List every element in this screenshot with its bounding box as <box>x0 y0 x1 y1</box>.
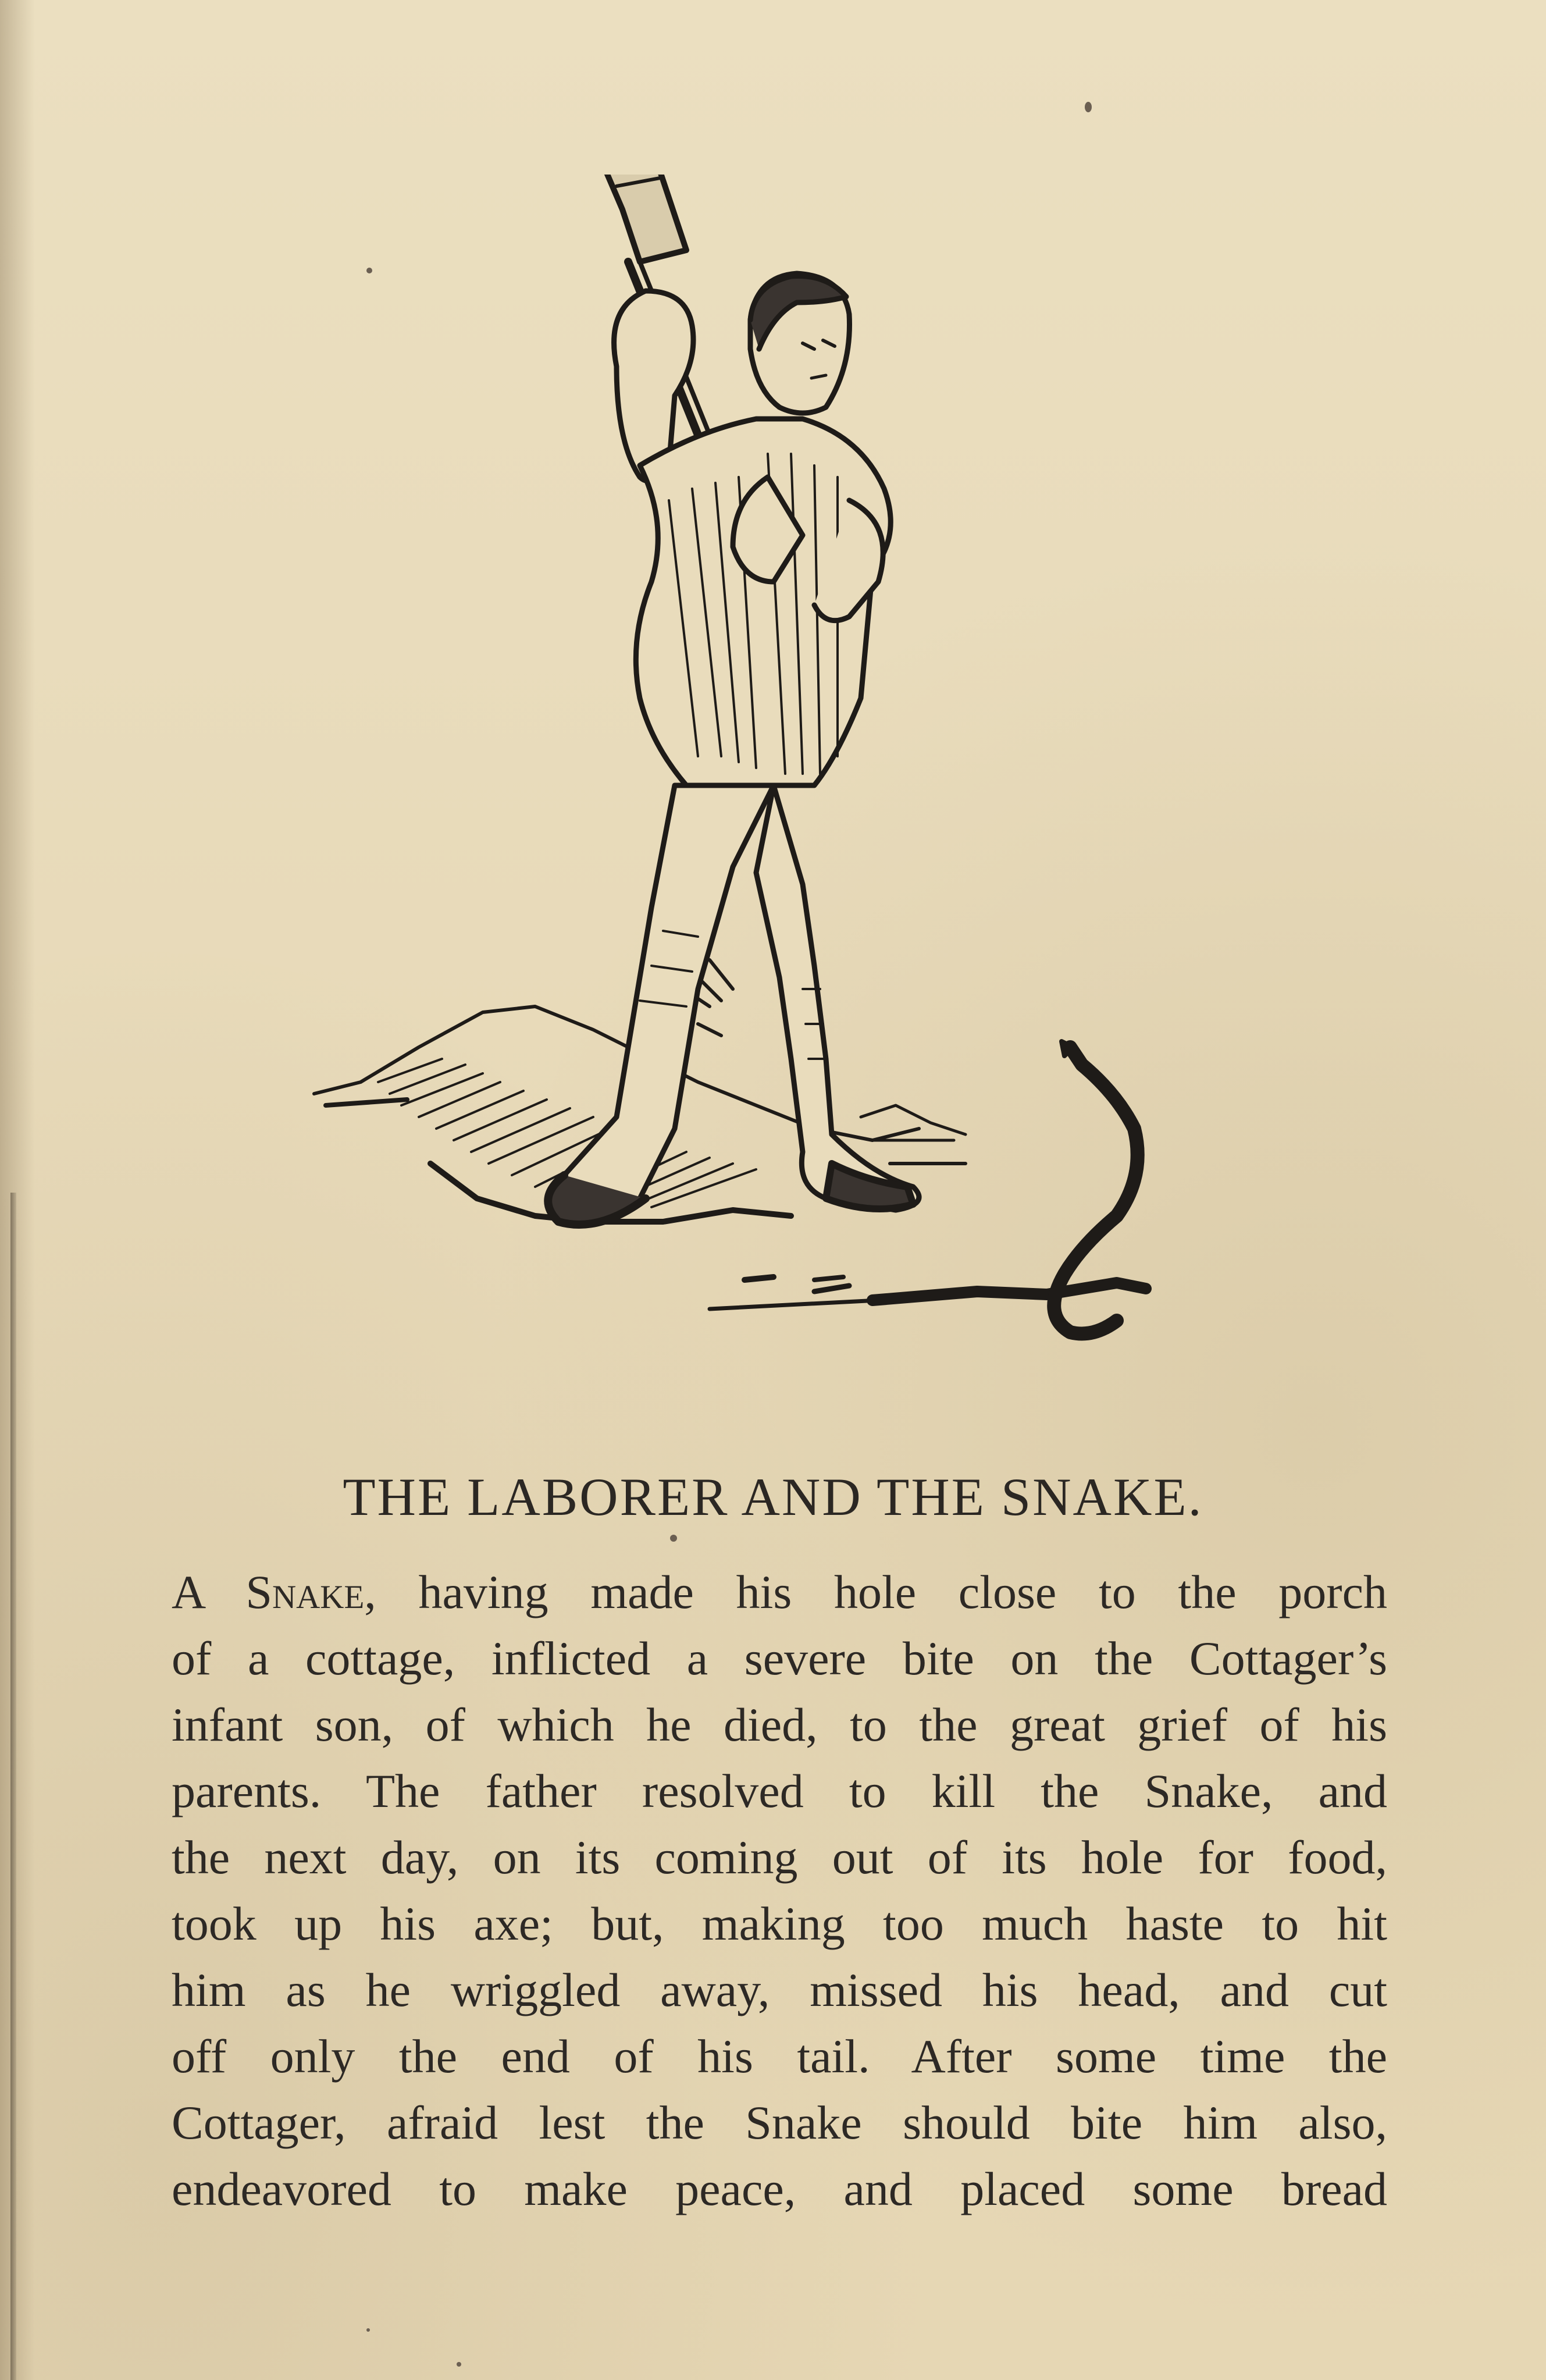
gutter-shadow <box>0 0 35 2380</box>
body-line-1 <box>172 1559 1387 1625</box>
body-line-7: him as he wriggled away, missed his head, and cut <box>172 1963 1387 2016</box>
opening-word: Snake <box>245 1566 365 1618</box>
body-line-4: parents. The father resolved to kill the Snake, and <box>172 1764 1387 1817</box>
body-line-3: infant son, of which he died, to the great grief of his <box>172 1698 1387 1751</box>
ground-shading <box>314 960 1146 1309</box>
laborer-and-snake-illustration <box>291 175 1280 1454</box>
body-line-9: Cottager, afraid lest the Snake should bite him also, <box>172 2096 1387 2149</box>
fable-body-text <box>172 1559 1387 2222</box>
body-line-6: took up his axe; but, making too much haste to hit <box>172 1897 1387 1950</box>
paper-speck <box>366 2328 370 2332</box>
body-line-2: of a cottage, inflicted a severe bite on the Cottager’s <box>172 1632 1387 1685</box>
paper-speck <box>366 268 372 273</box>
body-line-5: the next day, on its coming out of its hole for food, <box>172 1831 1387 1884</box>
binding-edge <box>10 1193 16 2380</box>
body-line-10: endeavored to make peace, and placed some bread <box>172 2162 1387 2215</box>
opening-prefix: A <box>172 1566 246 1618</box>
laborer-figure <box>548 273 919 1225</box>
fable-title: THE LABORER AND THE SNAKE. <box>343 1467 1203 1527</box>
body-line-1-text: , having made his hole close to the porch <box>364 1566 1387 1618</box>
paper-speck <box>457 2362 461 2367</box>
paper-speck <box>1085 102 1092 112</box>
body-line-8: off only the end of his tail. After some time the <box>172 2030 1387 2083</box>
paper-speck <box>670 1535 677 1542</box>
